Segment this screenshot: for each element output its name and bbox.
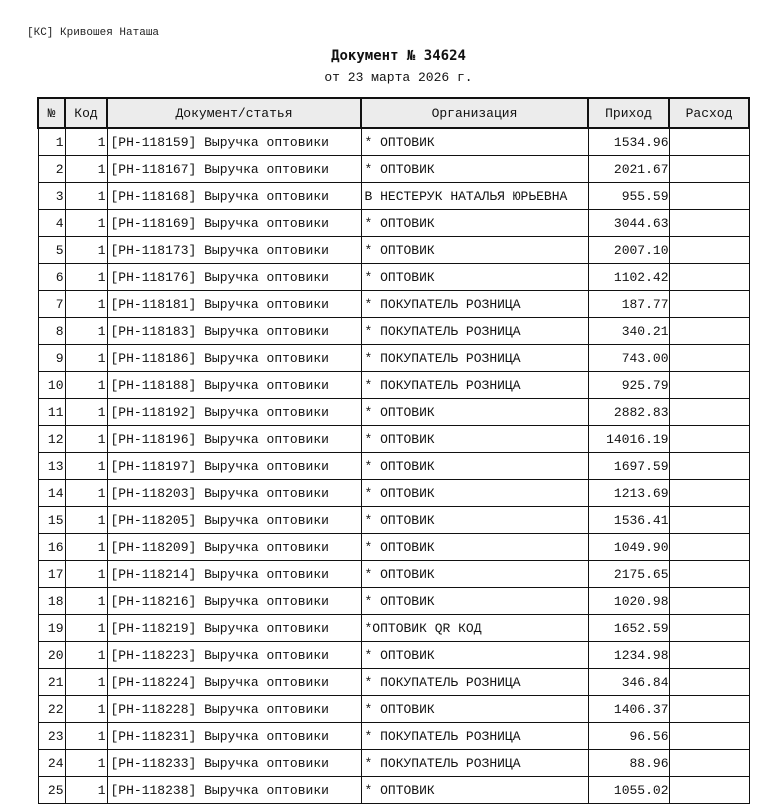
row-expense	[669, 128, 749, 156]
table-row	[38, 642, 749, 669]
row-expense	[669, 534, 749, 561]
row-organization: * ОПТОВИК	[361, 480, 588, 507]
row-code: 1	[65, 615, 107, 642]
row-document: [РН-118219] Выручка оптовики	[107, 615, 361, 642]
row-organization: * ОПТОВИК	[361, 534, 588, 561]
row-expense	[669, 237, 749, 264]
row-organization: * ОПТОВИК	[361, 588, 588, 615]
row-code: 1	[65, 534, 107, 561]
row-expense	[669, 723, 749, 750]
table-row	[38, 696, 749, 723]
table-row	[38, 156, 749, 183]
row-document: [РН-118224] Выручка оптовики	[107, 669, 361, 696]
row-code: 1	[65, 291, 107, 318]
row-code: 1	[65, 750, 107, 777]
row-document: [РН-118159] Выручка оптовики	[107, 128, 361, 156]
row-expense	[669, 345, 749, 372]
row-expense	[669, 480, 749, 507]
col-header-expense: Расход	[669, 98, 749, 128]
row-expense	[669, 426, 749, 453]
row-code: 1	[65, 318, 107, 345]
row-document: [РН-118173] Выручка оптовики	[107, 237, 361, 264]
row-expense	[669, 669, 749, 696]
row-expense	[669, 399, 749, 426]
row-code: 1	[65, 507, 107, 534]
col-header-income: Приход	[588, 98, 669, 128]
row-income: 96.56	[588, 723, 669, 750]
row-income: 2007.10	[588, 237, 669, 264]
row-number: 16	[38, 534, 65, 561]
table-row	[38, 426, 749, 453]
row-organization: * ПОКУПАТЕЛЬ РОЗНИЦА	[361, 372, 588, 399]
row-organization: В НЕСТЕРУК НАТАЛЬЯ ЮРЬЕВНА	[361, 183, 588, 210]
col-header-organization: Организация	[361, 98, 588, 128]
row-document: [РН-118216] Выручка оптовики	[107, 588, 361, 615]
row-code: 1	[65, 669, 107, 696]
table-row	[38, 480, 749, 507]
row-document: [РН-118233] Выручка оптовики	[107, 750, 361, 777]
row-number: 2	[38, 156, 65, 183]
row-number: 11	[38, 399, 65, 426]
row-number: 5	[38, 237, 65, 264]
row-expense	[669, 318, 749, 345]
row-organization: * ОПТОВИК	[361, 561, 588, 588]
row-number: 1	[38, 128, 65, 156]
table-row	[38, 128, 749, 156]
table-row	[38, 345, 749, 372]
row-income: 1213.69	[588, 480, 669, 507]
row-number: 21	[38, 669, 65, 696]
row-code: 1	[65, 210, 107, 237]
row-code: 1	[65, 264, 107, 291]
row-document: [РН-118176] Выручка оптовики	[107, 264, 361, 291]
table-row	[38, 507, 749, 534]
row-expense	[669, 372, 749, 399]
row-income: 1536.41	[588, 507, 669, 534]
row-number: 8	[38, 318, 65, 345]
row-document: [РН-118228] Выручка оптовики	[107, 696, 361, 723]
row-organization: * ОПТОВИК	[361, 507, 588, 534]
row-expense	[669, 750, 749, 777]
row-code: 1	[65, 696, 107, 723]
row-number: 7	[38, 291, 65, 318]
row-income: 1697.59	[588, 453, 669, 480]
row-organization: * ОПТОВИК	[361, 237, 588, 264]
table-row	[38, 615, 749, 642]
row-code: 1	[65, 426, 107, 453]
document-table	[37, 97, 750, 804]
row-income: 1055.02	[588, 777, 669, 804]
row-number: 15	[38, 507, 65, 534]
col-header-code: Код	[65, 98, 107, 128]
row-number: 3	[38, 183, 65, 210]
row-income: 1234.98	[588, 642, 669, 669]
row-document: [РН-118209] Выручка оптовики	[107, 534, 361, 561]
row-document: [РН-118192] Выручка оптовики	[107, 399, 361, 426]
row-document: [РН-118223] Выручка оптовики	[107, 642, 361, 669]
row-number: 18	[38, 588, 65, 615]
table-row	[38, 777, 749, 804]
row-document: [РН-118181] Выручка оптовики	[107, 291, 361, 318]
row-document: [РН-118205] Выручка оптовики	[107, 507, 361, 534]
table-row	[38, 183, 749, 210]
row-document: [РН-118196] Выручка оптовики	[107, 426, 361, 453]
row-income: 1534.96	[588, 128, 669, 156]
row-number: 9	[38, 345, 65, 372]
table-row	[38, 210, 749, 237]
row-income: 2882.83	[588, 399, 669, 426]
row-income: 1406.37	[588, 696, 669, 723]
row-organization: * ПОКУПАТЕЛЬ РОЗНИЦА	[361, 291, 588, 318]
row-organization: * ОПТОВИК	[361, 426, 588, 453]
row-organization: * ОПТОВИК	[361, 264, 588, 291]
row-expense	[669, 156, 749, 183]
row-document: [РН-118197] Выручка оптовики	[107, 453, 361, 480]
row-expense	[669, 183, 749, 210]
row-organization: * ОПТОВИК	[361, 128, 588, 156]
row-organization: * ОПТОВИК	[361, 696, 588, 723]
row-expense	[669, 561, 749, 588]
row-document: [РН-118231] Выручка оптовики	[107, 723, 361, 750]
row-expense	[669, 210, 749, 237]
table-row	[38, 264, 749, 291]
row-organization: * ПОКУПАТЕЛЬ РОЗНИЦА	[361, 723, 588, 750]
row-organization: * ПОКУПАТЕЛЬ РОЗНИЦА	[361, 318, 588, 345]
row-expense	[669, 777, 749, 804]
row-organization: * ОПТОВИК	[361, 156, 588, 183]
row-code: 1	[65, 183, 107, 210]
row-organization: * ПОКУПАТЕЛЬ РОЗНИЦА	[361, 750, 588, 777]
row-expense	[669, 588, 749, 615]
row-income: 1652.59	[588, 615, 669, 642]
row-code: 1	[65, 723, 107, 750]
document-date: от 23 марта 2026 г.	[324, 70, 473, 85]
row-code: 1	[65, 480, 107, 507]
row-income: 1102.42	[588, 264, 669, 291]
row-document: [РН-118168] Выручка оптовики	[107, 183, 361, 210]
row-number: 6	[38, 264, 65, 291]
row-income: 187.77	[588, 291, 669, 318]
table-row	[38, 453, 749, 480]
row-code: 1	[65, 345, 107, 372]
table-row	[38, 237, 749, 264]
row-expense	[669, 615, 749, 642]
row-income: 1049.90	[588, 534, 669, 561]
row-code: 1	[65, 156, 107, 183]
row-number: 13	[38, 453, 65, 480]
row-number: 22	[38, 696, 65, 723]
row-number: 25	[38, 777, 65, 804]
row-code: 1	[65, 777, 107, 804]
row-income: 88.96	[588, 750, 669, 777]
row-document: [РН-118188] Выручка оптовики	[107, 372, 361, 399]
row-organization: * ОПТОВИК	[361, 399, 588, 426]
row-income: 925.79	[588, 372, 669, 399]
row-organization: * ПОКУПАТЕЛЬ РОЗНИЦА	[361, 345, 588, 372]
row-document: [РН-118183] Выручка оптовики	[107, 318, 361, 345]
row-code: 1	[65, 642, 107, 669]
row-organization: * ОПТОВИК	[361, 777, 588, 804]
row-number: 10	[38, 372, 65, 399]
row-code: 1	[65, 561, 107, 588]
row-code: 1	[65, 399, 107, 426]
row-number: 4	[38, 210, 65, 237]
row-document: [РН-118238] Выручка оптовики	[107, 777, 361, 804]
table-row	[38, 750, 749, 777]
row-number: 24	[38, 750, 65, 777]
row-code: 1	[65, 237, 107, 264]
row-number: 23	[38, 723, 65, 750]
row-number: 14	[38, 480, 65, 507]
row-code: 1	[65, 453, 107, 480]
row-document: [РН-118214] Выручка оптовики	[107, 561, 361, 588]
table-row	[38, 399, 749, 426]
table-row	[38, 372, 749, 399]
row-number: 17	[38, 561, 65, 588]
row-income: 1020.98	[588, 588, 669, 615]
row-income: 743.00	[588, 345, 669, 372]
row-number: 19	[38, 615, 65, 642]
row-organization: * ОПТОВИК	[361, 642, 588, 669]
row-expense	[669, 696, 749, 723]
table-row	[38, 534, 749, 561]
table-row	[38, 723, 749, 750]
table-row	[38, 669, 749, 696]
row-expense	[669, 264, 749, 291]
col-header-document: Документ/статья	[107, 98, 361, 128]
document-title: Документ № 34624	[331, 48, 466, 64]
row-document: [РН-118203] Выручка оптовики	[107, 480, 361, 507]
table-row	[38, 561, 749, 588]
row-code: 1	[65, 588, 107, 615]
user-label: [КС] Кривошея Наташа	[27, 27, 160, 39]
row-income: 340.21	[588, 318, 669, 345]
table-row	[38, 318, 749, 345]
row-income: 2021.67	[588, 156, 669, 183]
row-document: [РН-118186] Выручка оптовики	[107, 345, 361, 372]
row-expense	[669, 453, 749, 480]
row-document: [РН-118169] Выручка оптовики	[107, 210, 361, 237]
row-organization: * ПОКУПАТЕЛЬ РОЗНИЦА	[361, 669, 588, 696]
table-header-row	[38, 98, 749, 128]
row-organization: * ОПТОВИК	[361, 210, 588, 237]
row-expense	[669, 291, 749, 318]
row-income: 3044.63	[588, 210, 669, 237]
row-income: 346.84	[588, 669, 669, 696]
row-number: 12	[38, 426, 65, 453]
row-expense	[669, 642, 749, 669]
row-code: 1	[65, 128, 107, 156]
row-document: [РН-118167] Выручка оптовики	[107, 156, 361, 183]
row-income: 2175.65	[588, 561, 669, 588]
table-row	[38, 291, 749, 318]
row-code: 1	[65, 372, 107, 399]
row-number: 20	[38, 642, 65, 669]
row-organization: * ОПТОВИК	[361, 453, 588, 480]
table-row	[38, 588, 749, 615]
col-header-number: №	[38, 98, 65, 128]
row-organization: *ОПТОВИК QR КОД	[361, 615, 588, 642]
row-expense	[669, 507, 749, 534]
row-income: 955.59	[588, 183, 669, 210]
row-income: 14016.19	[588, 426, 669, 453]
